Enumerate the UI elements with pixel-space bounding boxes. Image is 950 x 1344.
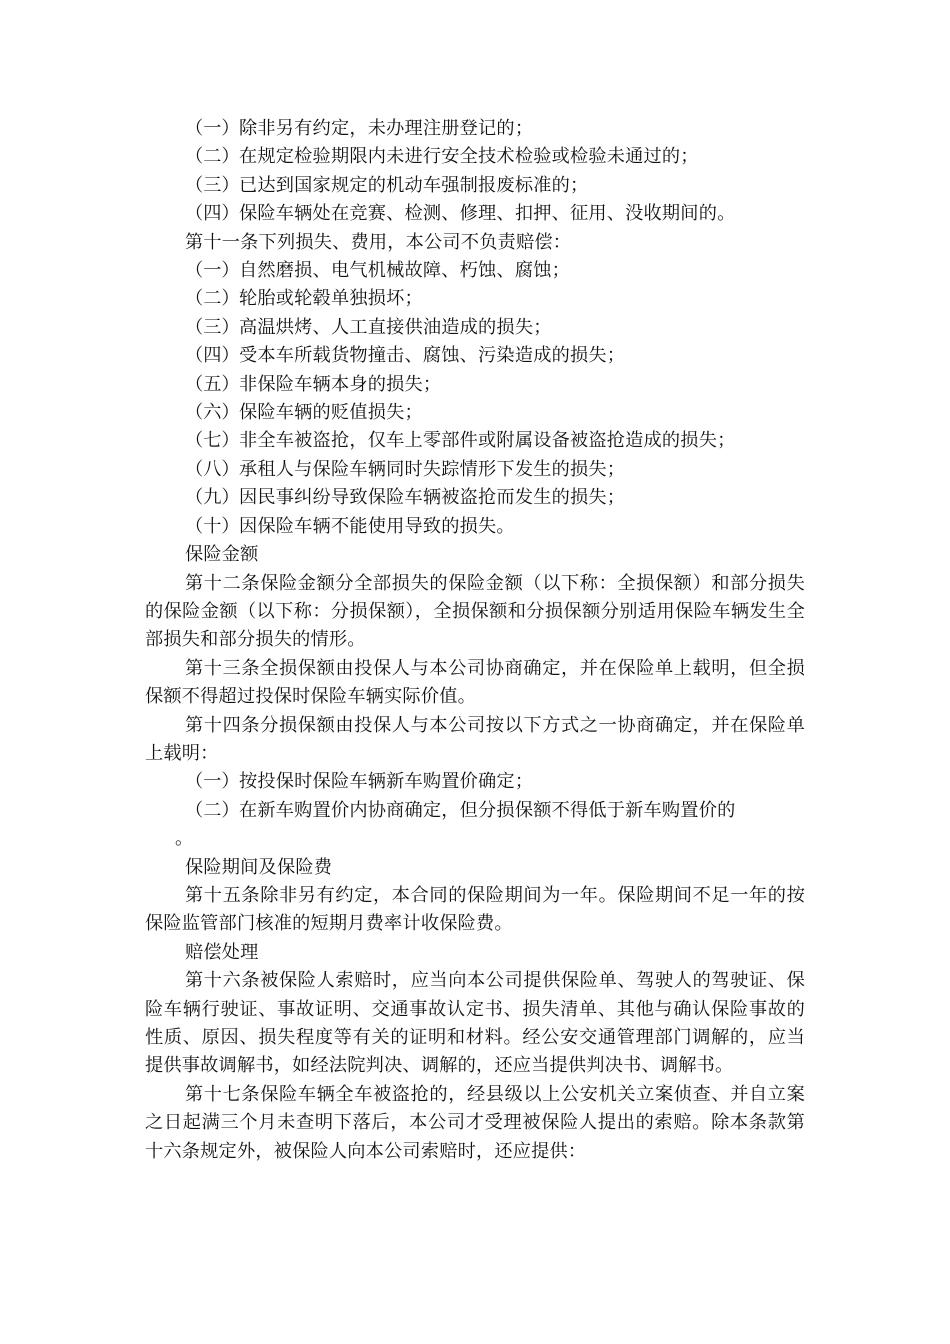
list-item: [145, 513, 805, 541]
article-14: 第十四条分损保额由投保人与本公司按以下方式之一协商确定，并在保险单上载明：: [145, 714, 805, 764]
list-item: [145, 371, 805, 399]
item-number: （二）: [185, 799, 240, 821]
item-text: 保险车辆的贬值损失；: [239, 402, 423, 424]
item-number: （三）: [185, 316, 240, 338]
item-number: （三）: [185, 174, 240, 196]
list-item: [145, 768, 805, 796]
item-number: （一）: [185, 118, 240, 139]
list-item: [145, 115, 805, 143]
article-15: 第十五条除非另有约定，本合同的保险期间为一年。保险期间不足一年的按保险监管部门核准的短期月费率计收保险费。: [145, 884, 805, 935]
list-item: [145, 285, 805, 313]
article-17: 第十七条保险车辆全车被盗抢的，经县级以上公安机关立案侦查、并自立案之日起满三个月未查明下落后，本公司才受理被保险人提出的索赔。除本条款第十六条规定外，被保险人向本公司索赔时，还应提供：: [145, 1083, 805, 1162]
item-text: 除非另有约定，未办理注册登记的；: [239, 118, 534, 139]
article-11: 第十一条下列损失、费用，本公司不负责赔偿：: [185, 231, 572, 253]
item-text: 轮胎或轮毂单独损坏；: [239, 288, 423, 310]
item-number: （五）: [185, 373, 240, 395]
article-16: 第十六条被保险人索赔时，应当向本公司提供保险单、驾驶人的驾驶证、保险车辆行驶证、事故证明、交通事故认定书、损失清单、其他与确认保险事故的性质、原因、损失程度等有关的证明和材料。经公安交通管理部门调解的，应当提供事故调解书，如经法院判决、调解的，还应当提供判决书、调解书。: [145, 970, 805, 1077]
item-number: （一）: [185, 260, 240, 282]
list-item: [145, 314, 805, 342]
item-text: 高温烘烤、人工直接供油造成的损失；: [239, 316, 552, 338]
section-heading-period: 保险期间及保险费: [185, 856, 333, 878]
list-item: [145, 797, 805, 825]
item-text: 按投保时保险车辆新车购置价确定；: [239, 771, 534, 793]
document-body: [145, 115, 805, 1166]
item-number: （十）: [185, 515, 240, 537]
list-item: [145, 399, 805, 427]
item-number: （七）: [185, 430, 240, 452]
item-number: （一）: [185, 771, 240, 793]
trailing-period: 。: [175, 828, 194, 850]
list-item: [145, 172, 805, 200]
item-text: 受本车所载货物撞击、腐蚀、污染造成的损失；: [239, 345, 626, 367]
list-item: [145, 427, 805, 455]
item-text: 因保险车辆不能使用导致的损失。: [239, 515, 515, 537]
item-text: 自然磨损、电气机械故障、朽蚀、腐蚀；: [239, 260, 570, 282]
item-text: 非保险车辆本身的损失；: [239, 373, 442, 395]
article-13: 第十三条全损保额由投保人与本公司协商确定，并在保险单上载明，但全损保额不得超过投保时保险车辆实际价值。: [145, 657, 805, 708]
item-number: （四）: [185, 345, 240, 367]
item-text: 在规定检验期限内未进行安全技术检验或检验未通过的；: [239, 146, 699, 168]
list-item: [145, 143, 805, 171]
item-number: （二）: [185, 146, 240, 168]
item-number: （四）: [185, 203, 240, 225]
item-number: （六）: [185, 402, 240, 424]
list-item: [145, 342, 805, 370]
item-text: 在新车购置价内协商确定，但分损保额不得低于新车购置价的: [239, 799, 736, 821]
article-12: 第十二条保险金额分全部损失的保险金额（以下称：全损保额）和部分损失的保险金额（以下称：分损保额），全损保额和分损保额分别适用保险车辆发生全部损失和部分损失的情形。: [145, 572, 805, 651]
item-text: 非全车被盗抢，仅车上零部件或附属设备被盗抢造成的损失；: [239, 430, 736, 452]
item-text: 已达到国家规定的机动车强制报废标准的；: [239, 174, 589, 196]
list-item: [145, 456, 805, 484]
item-text: 承租人与保险车辆同时失踪情形下发生的损失；: [239, 458, 626, 480]
item-text: 保险车辆处在竞赛、检测、修理、扣押、征用、没收期间的。: [239, 203, 736, 225]
list-item: [145, 484, 805, 512]
section-heading-insured-amount: 保险金额: [185, 544, 259, 566]
item-number: （九）: [185, 487, 240, 509]
item-number: （二）: [185, 288, 240, 310]
list-item: [145, 200, 805, 228]
section-heading-claims: 赔偿处理: [185, 941, 259, 963]
list-item: [145, 257, 805, 285]
item-number: （八）: [185, 458, 240, 480]
item-text: 因民事纠纷导致保险车辆被盗抢而发生的损失；: [239, 487, 626, 509]
